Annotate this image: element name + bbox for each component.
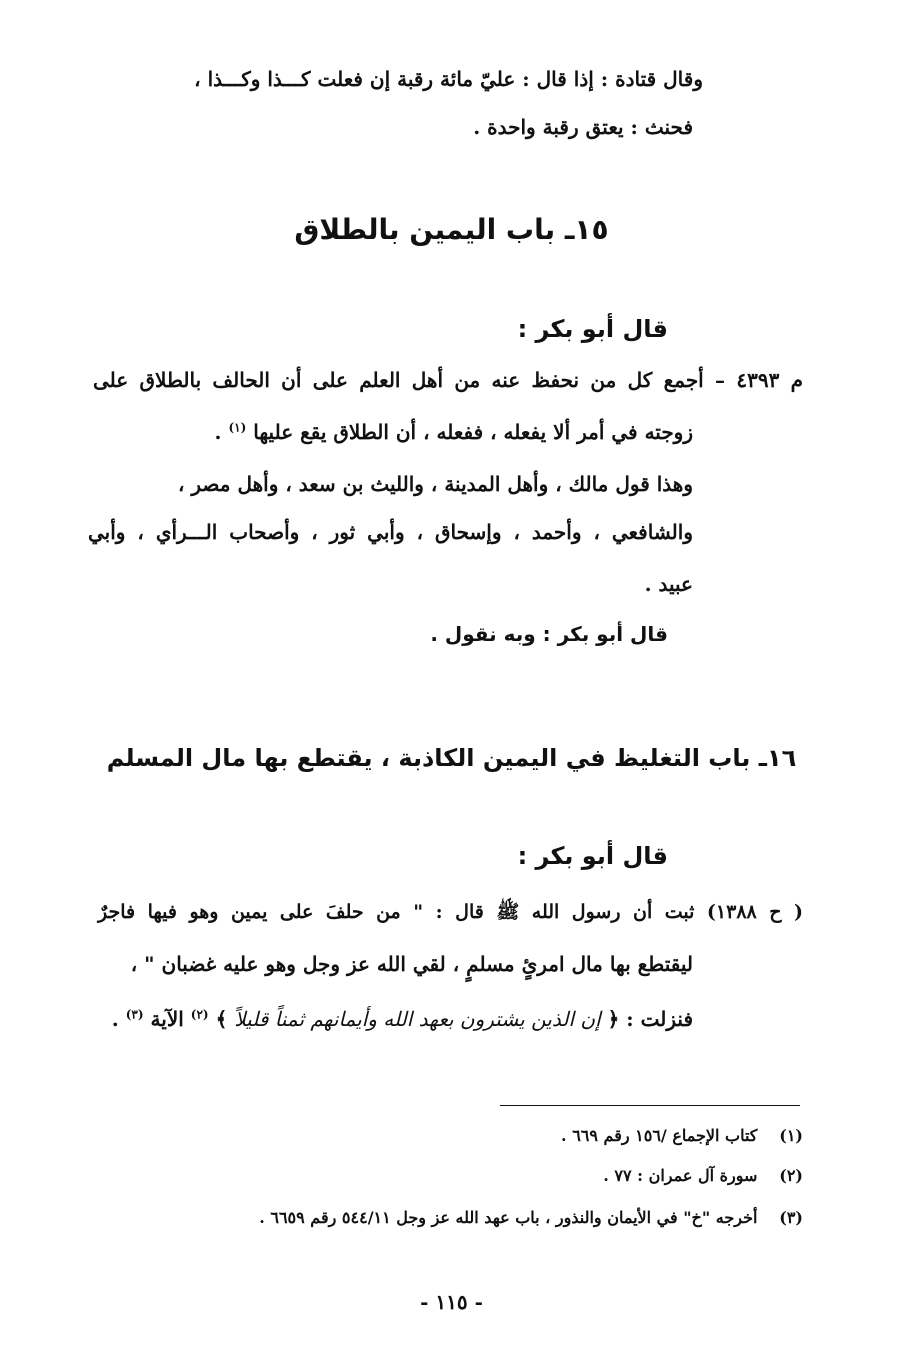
paragraph-line bbox=[112, 1005, 693, 1033]
paragraph-text: زوجته في أمر ألا يفعله ، ففعله ، أن الطلاق يقع عليها bbox=[253, 420, 693, 444]
section-16-intro: قال أبو بكر : bbox=[517, 842, 668, 870]
paragraph-line: ليقتطع بها مال امرئٍ مسلمٍ ، لقي الله عز وجل وهو عليه غضبان " ، bbox=[130, 952, 693, 976]
paragraph-text: الآية bbox=[150, 1007, 184, 1031]
footnote-ref: (٣) bbox=[125, 1007, 144, 1022]
footnote bbox=[561, 1125, 803, 1147]
paragraph-line bbox=[215, 418, 694, 446]
footnote-ref: (١) bbox=[228, 420, 247, 435]
ornate-bracket: ﴾ bbox=[215, 1007, 228, 1031]
quran-verse: إن الذين يشترون بعهد الله وأيمانهم ثمناً قليلاً bbox=[234, 1007, 601, 1031]
section-15-title: ١٥ـ باب اليمين بالطلاق bbox=[294, 213, 609, 246]
paragraph-line: وهذا قول مالك ، وأهل المدينة ، والليث بن سعد ، وأهل مصر ، bbox=[177, 472, 693, 496]
paragraph-line: قال أبو بكر : وبه نقول . bbox=[430, 622, 668, 646]
paragraph-text: فنزلت : ﴿ bbox=[607, 1007, 693, 1031]
footnote-ref: (٢) bbox=[190, 1007, 209, 1022]
paragraph-line: م ٤٣٩٣ – أجمع كل من نحفظ عنه من أهل العلم على أن الحالف بالطلاق على bbox=[93, 368, 803, 392]
paragraph-line: ( ح ١٣٨٨) ثبت أن رسول الله ﷺ قال : " من حلفَ على يمين وهو فيها فاجرٌ bbox=[98, 901, 804, 923]
paragraph-line: والشافعي ، وأحمد ، وإسحاق ، وأبي ثور ، وأصحاب الـــرأي ، وأبي bbox=[88, 520, 693, 544]
footnote bbox=[259, 1207, 803, 1229]
section-15-intro: قال أبو بكر : bbox=[517, 315, 668, 343]
footnote-number: (٣) bbox=[779, 1208, 803, 1227]
footnote bbox=[603, 1165, 803, 1187]
footnote-text: أخرجه "خ" في الأيمان والنذور ، باب عهد الله عز وجل ٥٤٤/١١ رقم ٦٦٥٩ . bbox=[259, 1208, 758, 1227]
footnote-rule bbox=[500, 1105, 800, 1106]
footnote-number: (٢) bbox=[779, 1166, 803, 1185]
period: . bbox=[214, 420, 222, 444]
page-number: - ١١٥ - bbox=[420, 1290, 483, 1314]
paragraph-line: وقال قتادة : إذا قال : عليّ مائة رقبة إن فعلت كـــذا وكـــذا ، bbox=[194, 67, 703, 91]
paragraph-line: عبيد . bbox=[644, 572, 693, 596]
section-16-title: ١٦ـ باب التغليظ في اليمين الكاذبة ، يقتطع بها مال المسلم bbox=[106, 744, 797, 772]
paragraph-line: فحنث : يعتق رقبة واحدة . bbox=[473, 115, 693, 139]
period: . bbox=[111, 1007, 119, 1031]
footnote-text: كتاب الإجماع /١٥٦ رقم ٦٦٩ . bbox=[561, 1126, 758, 1145]
footnote-number: (١) bbox=[779, 1126, 803, 1145]
footnote-text: سورة آل عمران : ٧٧ . bbox=[603, 1166, 758, 1185]
